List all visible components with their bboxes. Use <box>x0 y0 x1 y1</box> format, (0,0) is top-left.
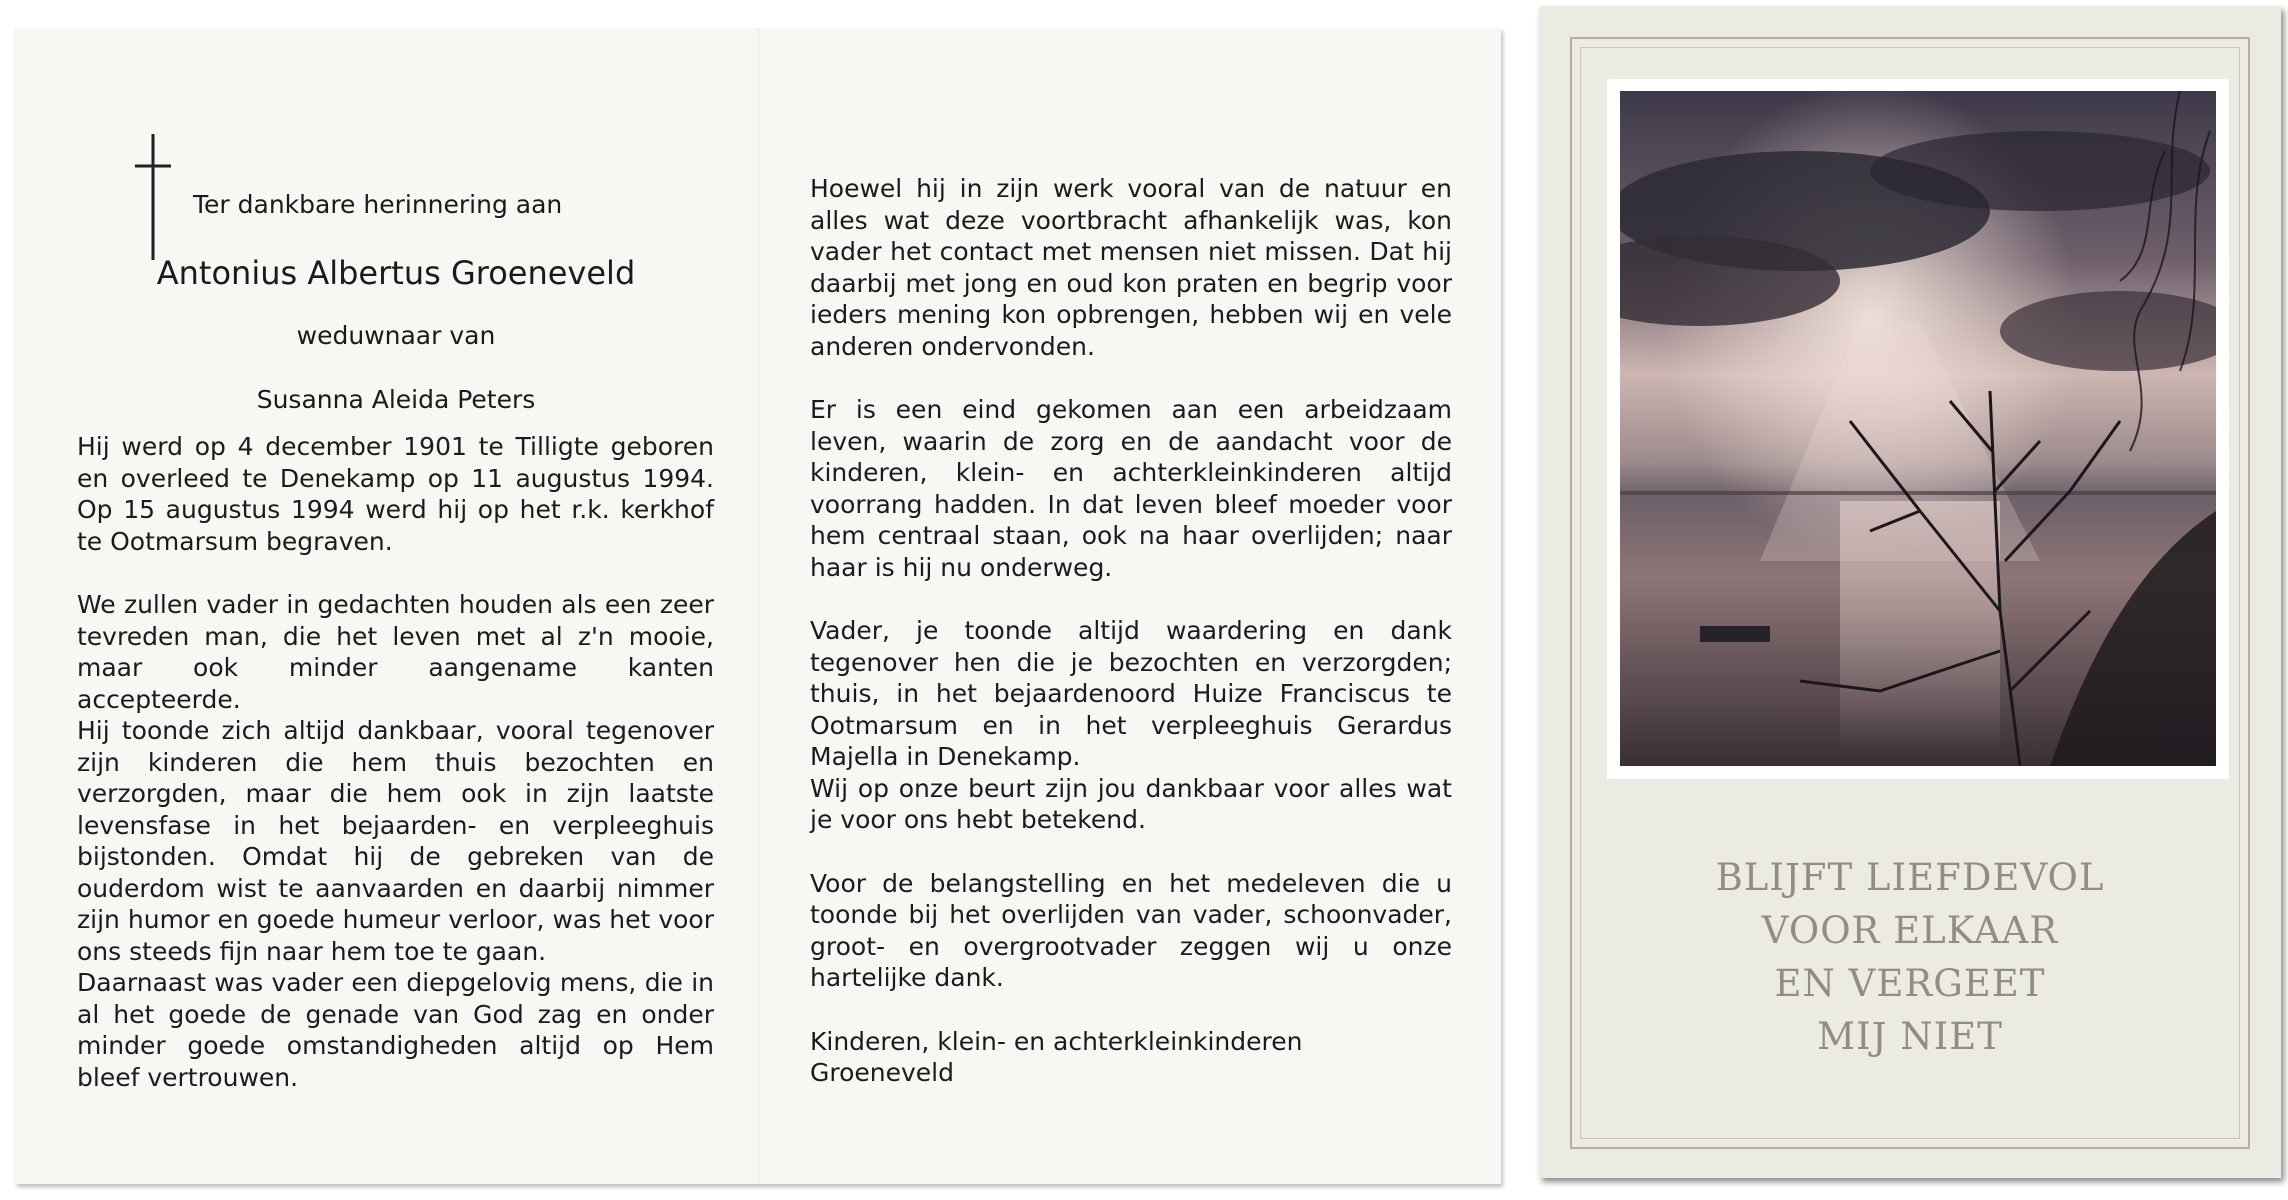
deceased-name: Antonius Albertus Groeneveld <box>156 254 636 292</box>
life-paragraph: Er is een eind gekomen aan een arbeidzaam leven, waarin de zorg en de aandacht voor de kinderen, klein- en achterkleinkinderen altijd voorrang hadden. In dat leven bleef moeder voor hem centraal staan, ook na haar overlijden; naar haar is hij nu onderweg. <box>810 395 1452 582</box>
motto-line: BLIJFT LIEFDEVOL <box>1715 856 2105 899</box>
memorial-card-inside <box>15 28 1501 1184</box>
spouse-name: Susanna Aleida Peters <box>256 385 536 414</box>
signature <box>810 1026 1452 1089</box>
signature-line: Kinderen, klein- en achterkleinkinderen <box>810 1026 1303 1056</box>
cover-motto <box>1539 851 2281 1063</box>
left-column <box>77 431 714 1093</box>
photo-mat <box>1607 79 2229 779</box>
relation-text: weduwnaar van <box>296 321 496 350</box>
work-paragraph: Hoewel hij in zijn werk vooral van de natuur en alles wat deze voortbracht afhankelijk was, kon vader het contact met mensen niet missen. Dat hij daarbij met jong en oud kon praten en begrip voor ieders mening kon opbrengen, hebben wij en vele anderen ondervonden. <box>810 174 1452 361</box>
lake-sunset-photo-icon <box>1620 91 2216 766</box>
motto-line: VOOR ELKAAR <box>1761 909 2059 952</box>
card-fold <box>758 28 760 1184</box>
faith-paragraph: Daarnaast was vader een diepgelovig mens, die in al het goede de genade van God zag en onder minder goede omstandigheden altijd op Hem bleef vertrouwen. <box>77 968 714 1092</box>
remembrance-paragraph: We zullen vader in gedachten houden als een zeer tevreden man, die het leven met al z'n mooie, maar ook minder aangename kanten accepteerde. <box>77 590 714 714</box>
intro-text: Ter dankbare herinnering aan <box>193 190 563 219</box>
right-column <box>810 173 1452 1089</box>
appreciation-paragraph: Vader, je toonde altijd waardering en dank tegenover hen die je bezochten en verzorgden; thuis, in het bejaardenoord Huize Franciscus te Ootmarsum en in het verpleeghuis Gerardus Majella in Denekamp. <box>810 616 1452 771</box>
thanks-paragraph: Wij op onze beurt zijn jou dankbaar voor alles wat je voor ons hebt betekend. <box>810 773 1452 834</box>
biography-paragraph: Hij werd op 4 december 1901 te Tilligte geboren en overleed te Denekamp op 11 augustus 1994. Op 15 augustus 1994 werd hij op het r.k. kerkhof te Ootmarsum begraven. <box>77 432 714 556</box>
gratitude-paragraph: Hij toonde zich altijd dankbaar, vooral tegenover zijn kinderen die hem thuis bezochten en verzorgden, maar die hem ook in zijn laatste levensfase in het bejaarden- en verpleeghuis bijstonden. Omdat hij de gebreken van de ouderdom wist te aanvaarden en daarbij nimmer zijn humor en goede humeur verloor, was het voor ons steeds fijn naar hem toe te gaan. <box>77 716 714 966</box>
motto-line: MIJ NIET <box>1817 1015 2003 1058</box>
cross-icon <box>123 132 183 262</box>
signature-family: Groeneveld <box>810 1058 954 1087</box>
motto-line: EN VERGEET <box>1774 962 2046 1005</box>
acknowledgement-paragraph: Voor de belangstelling en het medeleven die u toonde bij het overlijden van vader, schoonvader, groot- en overgrootvader zeggen wij u onze hartelijke dank. <box>810 868 1452 992</box>
memorial-card-front <box>1539 6 2281 1178</box>
